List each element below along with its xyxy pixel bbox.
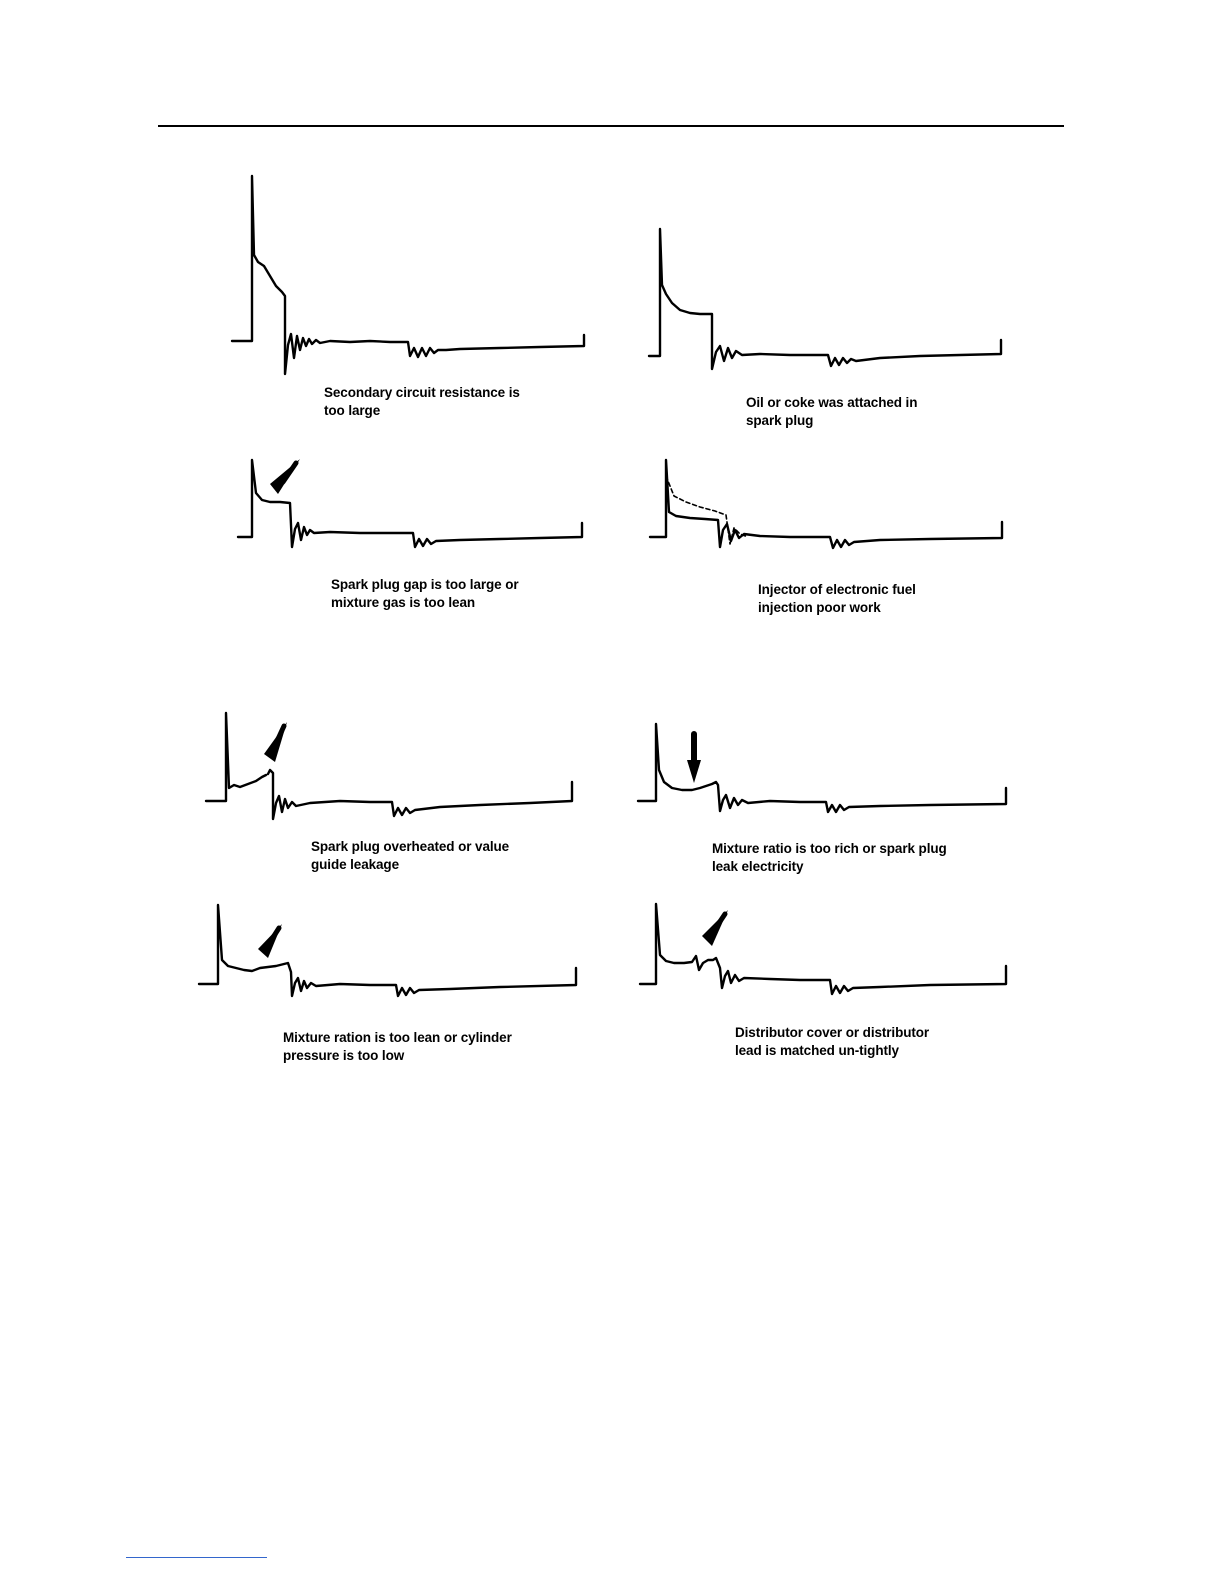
- caption-5: [311, 838, 509, 874]
- caption-3-line-2: mixture gas is too lean: [331, 595, 475, 610]
- caption-4-line-1: Injector of electronic fuel: [758, 582, 916, 597]
- waveform-6: [638, 724, 1006, 812]
- caption-7: [283, 1029, 512, 1065]
- caption-5-line-2: guide leakage: [311, 857, 399, 872]
- caption-4: [758, 581, 916, 617]
- caption-1-line-2: too large: [324, 403, 381, 418]
- footnote-rule: [126, 1557, 267, 1558]
- caption-5-line-1: Spark plug overheated or value: [311, 839, 510, 854]
- waveform-7: [199, 905, 576, 996]
- caption-6: [712, 840, 947, 876]
- caption-1: [324, 384, 520, 420]
- caption-2-line-2: spark plug: [746, 413, 814, 428]
- caption-6-line-2: leak electricity: [712, 859, 804, 874]
- caption-8-line-1: Distributor cover or distributor: [735, 1025, 930, 1040]
- caption-3: [331, 576, 519, 612]
- caption-3-line-1: Spark plug gap is too large or: [331, 577, 519, 592]
- caption-2: [746, 394, 917, 430]
- waveform-5: [206, 713, 572, 819]
- waveform-4: [650, 460, 1002, 548]
- caption-7-line-1: Mixture ration is too lean or cylinder: [283, 1030, 512, 1045]
- waveform-8: [640, 904, 1006, 994]
- caption-2-line-1: Oil or coke was attached in: [746, 395, 918, 410]
- caption-6-line-1: Mixture ratio is too rich or spark plug: [712, 841, 947, 856]
- caption-4-line-2: injection poor work: [758, 600, 881, 615]
- caption-7-line-2: pressure is too low: [283, 1048, 405, 1063]
- caption-1-line-1: Secondary circuit resistance is: [324, 385, 520, 400]
- caption-8-line-2: lead is matched un-tightly: [735, 1043, 899, 1058]
- waveform-2: [649, 229, 1001, 369]
- caption-8: [735, 1024, 929, 1060]
- waveform-3: [238, 459, 582, 547]
- waveform-1: [232, 176, 584, 374]
